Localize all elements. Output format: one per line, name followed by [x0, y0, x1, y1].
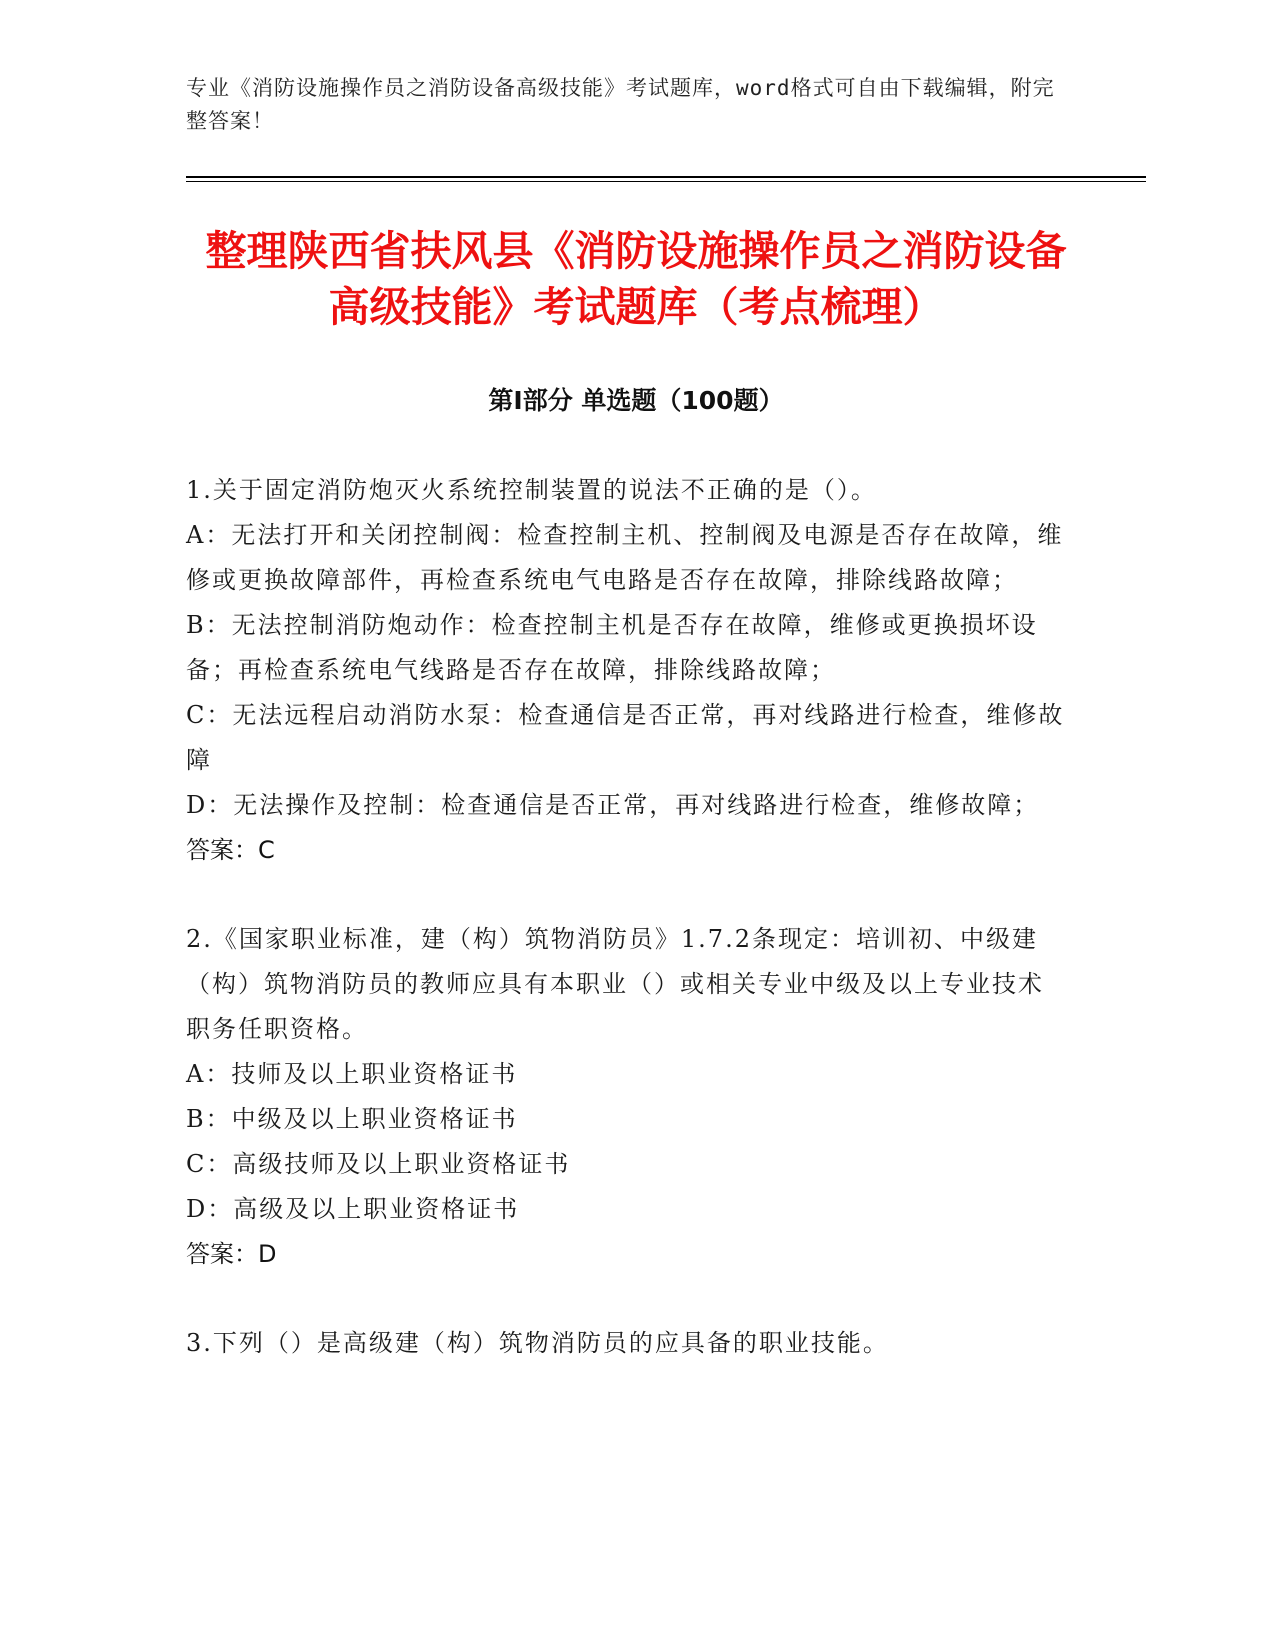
answer: 答案：C: [186, 836, 275, 864]
option-d: D：无法操作及控制：检查通信是否正常，再对线路进行检查，维修故障；: [186, 791, 1040, 819]
option-c: C：无法远程启动消防水泵：检查通信是否正常，再对线路进行检查，维修故障: [186, 701, 1065, 774]
header-note: 专业《消防设施操作员之消防设备高级技能》考试题库，word格式可自由下载编辑，附完整答案！: [186, 76, 1055, 133]
header-rule-thin: [186, 181, 1146, 182]
option-a: A：技师及以上职业资格证书: [186, 1060, 518, 1088]
option-c: C：高级技师及以上职业资格证书: [186, 1150, 571, 1178]
question-1: [186, 468, 1066, 873]
section-title: 第I部分 单选题（100题）: [488, 386, 784, 415]
answer: 答案：D: [186, 1240, 277, 1268]
option-b: B：无法控制消防炮动作：检查控制主机是否存在故障，维修或更换损坏设备；再检查系统电气线路是否存在故障，排除线路故障；: [186, 611, 1038, 684]
question-stem: 1.关于固定消防炮灭火系统控制装置的说法不正确的是（）。: [186, 476, 877, 504]
option-b: B：中级及以上职业资格证书: [186, 1105, 518, 1133]
question-stem: 2.《国家职业标准，建（构）筑物消防员》1.7.2条现定：培训初、中级建（构）筑物消防员的教师应具有本职业（）或相关专业中级及以上专业技术职务任职资格。: [186, 925, 1044, 1043]
question-2: [186, 917, 1066, 1277]
question-stem: 3.下列（）是高级建（构）筑物消防员的应具备的职业技能。: [186, 1329, 889, 1357]
question-3: [186, 1321, 1066, 1366]
header-rule-thick: [186, 176, 1146, 178]
question-list: [186, 468, 1066, 1410]
document-title: 整理陕西省扶风县《消防设施操作员之消防设备高级技能》考试题库（考点梳理）: [205, 227, 1067, 331]
option-d: D：高级及以上职业资格证书: [186, 1195, 520, 1223]
option-a: A：无法打开和关闭控制阀：检查控制主机、控制阀及电源是否存在故障，维修或更换故障部件，再检查系统电气电路是否存在故障，排除线路故障；: [186, 521, 1064, 594]
